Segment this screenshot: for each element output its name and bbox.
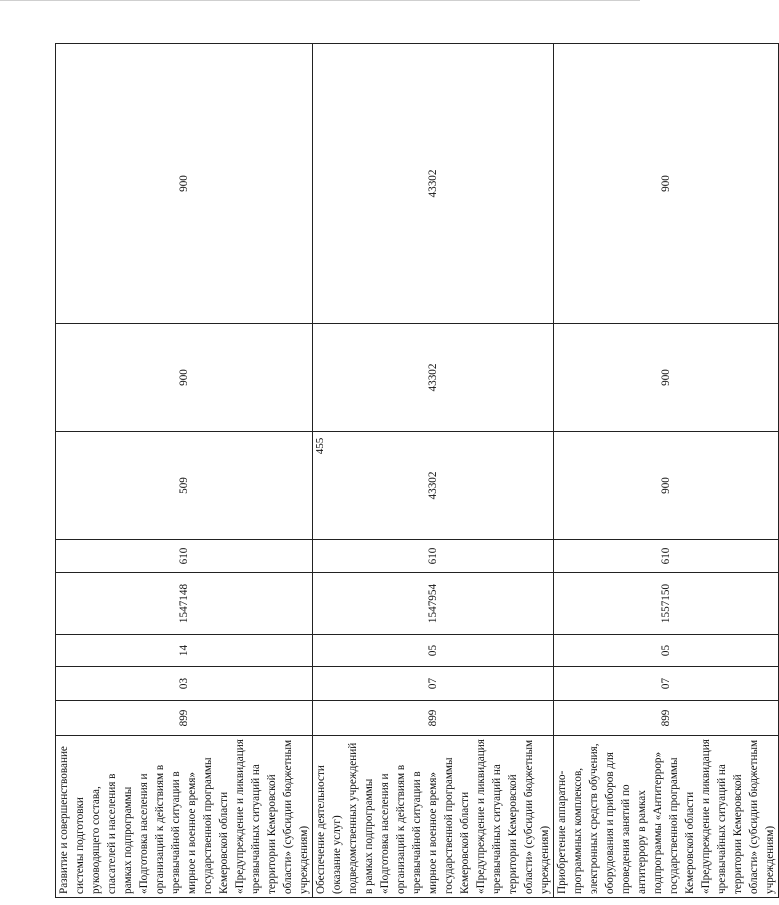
amount-year-2: 43302 — [313, 324, 554, 432]
page-number: 455 — [314, 437, 326, 455]
subsection-code: 14 — [56, 635, 313, 667]
expense-type-code: 610 — [56, 540, 313, 573]
row-description: Приобретение аппаратно-программных комплексов, электронных средств обучения, оборудования и приборов для проведения занятий по антитеррору в рамках подпрограммы «Антитеррор» государственной программы Кемеровской области «Предупреждение и ликвидация чрезвычайных ситуаций на территории Кемеровской области» (субсидии бюджетным учреждениям) — [554, 736, 779, 898]
amount-year-2: 900 — [554, 324, 779, 432]
table-row — [313, 44, 554, 898]
scan-edge-line — [0, 0, 640, 1]
amount-year-1: 43302 — [313, 432, 554, 540]
table-row — [56, 44, 313, 898]
budget-table — [55, 43, 779, 898]
section-code: 03 — [56, 667, 313, 701]
rotated-table-container — [55, 44, 776, 898]
amount-year-1: 509 — [56, 432, 313, 540]
amount-year-3: 900 — [56, 44, 313, 324]
expense-type-code: 610 — [313, 540, 554, 573]
amount-year-2: 900 — [56, 324, 313, 432]
expense-type-code: 610 — [554, 540, 779, 573]
table-row — [554, 44, 779, 898]
row-description: Развитие и совершенствование системы подготовки руководящего состава, спасателей и населения в рамках подпрограммы «Подготовка населения и организаций к действиям в чрезвычайной ситуации в мирное и военное время» государственной программы Кемеровской области «Предупреждение и ликвидация чрезвычайных ситуаций на территории Кемеровской области» (субсидии бюджетным учреждениям) — [56, 736, 313, 898]
subsection-code: 05 — [313, 635, 554, 667]
amount-year-1: 900 — [554, 432, 779, 540]
target-article-code: 1557150 — [554, 573, 779, 635]
section-code: 07 — [313, 667, 554, 701]
row-description: Обеспечение деятельности (оказание услуг) подведомственных учреждений в рамках подпрограммы «Подготовка населения и организаций к действиям в чрезвычайной ситуации в мирное и военное время» государственной программы Кемеровской области «Предупреждение и ликвидация чрезвычайных ситуаций на территории Кемеровской области» (субсидии бюджетным учреждениям) — [313, 736, 554, 898]
amount-year-3: 43302 — [313, 44, 554, 324]
target-article-code: 1547954 — [313, 573, 554, 635]
ministry-code: 899 — [313, 701, 554, 736]
section-code: 07 — [554, 667, 779, 701]
amount-year-3: 900 — [554, 44, 779, 324]
ministry-code: 899 — [56, 701, 313, 736]
target-article-code: 1547148 — [56, 573, 313, 635]
subsection-code: 05 — [554, 635, 779, 667]
ministry-code: 899 — [554, 701, 779, 736]
